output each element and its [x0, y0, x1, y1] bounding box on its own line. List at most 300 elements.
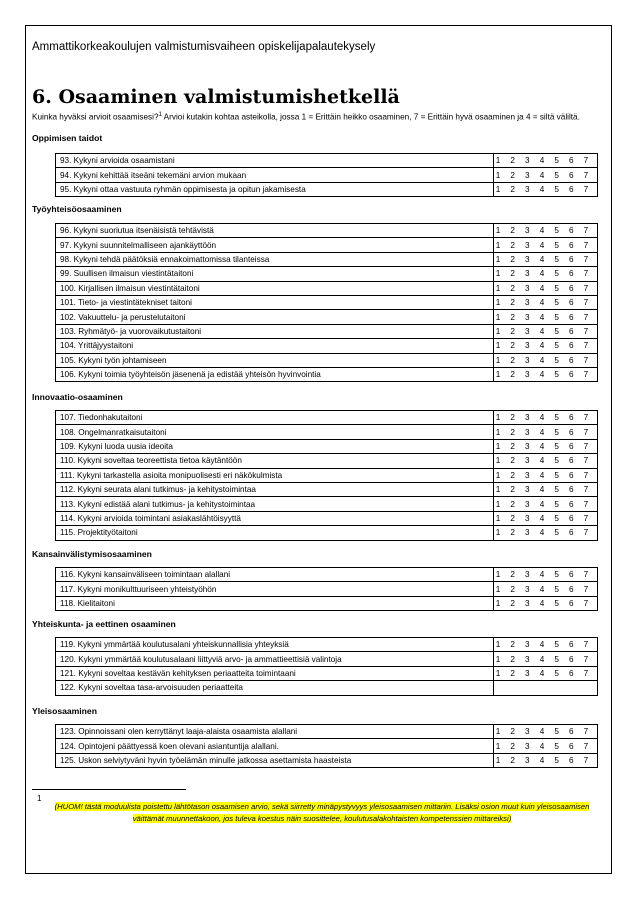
rating-option[interactable]: 1 — [495, 283, 501, 293]
rating-option[interactable]: 3 — [525, 326, 530, 336]
rating-option[interactable]: 4 — [539, 184, 545, 194]
rating-option[interactable]: 5 — [554, 355, 559, 365]
rating-option[interactable]: 2 — [510, 240, 515, 250]
rating-option[interactable]: 7 — [583, 413, 589, 423]
rating-option[interactable]: 7 — [583, 528, 589, 538]
question-label: 125. Uskon selviytyväni hyvin työelämän minulle jatkossa asettamista haasteista — [56, 753, 494, 767]
rating-option[interactable]: 3 — [525, 755, 530, 765]
rating-option[interactable]: 2 — [510, 226, 515, 236]
rating-scale-cell — [494, 666, 598, 680]
table-row — [56, 652, 598, 666]
rating-option[interactable]: 3 — [525, 456, 530, 466]
intro-text — [32, 112, 580, 122]
rating-option[interactable]: 7 — [583, 755, 589, 765]
rating-option[interactable]: 4 — [539, 170, 545, 180]
table-row — [56, 725, 598, 739]
rating-option[interactable]: 6 — [569, 427, 574, 437]
question-label: 121. Kykyni soveltaa kestävän kehityksen periaatteita toimintaani — [56, 666, 494, 680]
rating-option[interactable]: 1 — [495, 254, 501, 264]
question-label: 119. Kykyni ymmärtää koulutusalani yhteiskunnallisia yhteyksiä — [56, 638, 494, 652]
rating-option[interactable]: 2 — [510, 598, 515, 608]
rating-option[interactable]: 6 — [569, 470, 574, 480]
rating-option[interactable]: 1 — [495, 298, 501, 308]
rating-option[interactable]: 2 — [510, 370, 515, 380]
rating-option[interactable]: 4 — [539, 741, 545, 751]
rating-option[interactable]: 1 — [495, 741, 501, 751]
rating-option[interactable]: 4 — [539, 727, 545, 737]
table-row — [56, 353, 598, 367]
rating-option[interactable]: 2 — [510, 355, 515, 365]
rating-option[interactable]: 4 — [539, 513, 545, 523]
rating-option[interactable]: 5 — [554, 283, 559, 293]
rating-scale — [494, 284, 590, 293]
table-row — [56, 468, 598, 482]
rating-option[interactable]: 6 — [569, 170, 574, 180]
rating-option[interactable]: 7 — [583, 269, 589, 279]
rating-scale — [494, 599, 590, 608]
rating-option[interactable]: 1 — [495, 513, 501, 523]
rating-option[interactable]: 2 — [510, 312, 515, 322]
rating-option[interactable]: 5 — [554, 668, 559, 678]
rating-option[interactable]: 5 — [554, 470, 559, 480]
rating-option[interactable]: 3 — [525, 283, 530, 293]
rating-option[interactable]: 6 — [569, 326, 574, 336]
rating-table — [55, 410, 598, 541]
rating-option[interactable]: 6 — [569, 456, 574, 466]
rating-option[interactable]: 3 — [525, 741, 530, 751]
rating-option[interactable]: 2 — [510, 470, 515, 480]
rating-option[interactable]: 7 — [583, 312, 589, 322]
table-row — [56, 497, 598, 511]
rating-option[interactable]: 5 — [554, 598, 559, 608]
rating-option[interactable]: 7 — [583, 598, 589, 608]
section-heading: Innovaatio-osaaminen — [32, 392, 123, 402]
rating-option[interactable]: 3 — [525, 226, 530, 236]
rating-option[interactable]: 2 — [510, 283, 515, 293]
rating-option[interactable]: 7 — [583, 254, 589, 264]
rating-option[interactable]: 3 — [525, 254, 530, 264]
rating-option[interactable]: 1 — [495, 668, 501, 678]
rating-option[interactable]: 2 — [510, 254, 515, 264]
rating-option[interactable]: 6 — [569, 269, 574, 279]
rating-option[interactable]: 3 — [525, 269, 530, 279]
rating-scale-cell — [494, 511, 598, 525]
rating-option[interactable]: 7 — [583, 170, 589, 180]
rating-option[interactable]: 1 — [495, 413, 501, 423]
rating-option[interactable]: 1 — [495, 528, 501, 538]
rating-option[interactable]: 2 — [510, 441, 515, 451]
rating-option[interactable]: 2 — [510, 528, 515, 538]
rating-option[interactable]: 2 — [510, 513, 515, 523]
rating-scale-cell — [494, 295, 598, 309]
rating-option[interactable]: 1 — [495, 570, 501, 580]
rating-option[interactable]: 5 — [554, 485, 559, 495]
rating-option[interactable]: 5 — [554, 755, 559, 765]
rating-option[interactable]: 5 — [554, 413, 559, 423]
rating-scale — [494, 456, 590, 465]
rating-scale — [494, 370, 590, 379]
rating-option[interactable]: 7 — [583, 513, 589, 523]
rating-scale — [494, 514, 590, 523]
rating-option[interactable]: 6 — [569, 184, 574, 194]
rating-option[interactable]: 2 — [510, 727, 515, 737]
rating-option[interactable]: 2 — [510, 269, 515, 279]
rating-option[interactable]: 5 — [554, 170, 559, 180]
rating-option[interactable]: 1 — [495, 156, 501, 166]
rating-option[interactable]: 1 — [495, 370, 501, 380]
rating-option[interactable]: 1 — [495, 755, 501, 765]
rating-option[interactable]: 3 — [525, 413, 530, 423]
rating-option[interactable]: 3 — [525, 485, 530, 495]
rating-table — [55, 223, 598, 382]
rating-option[interactable]: 3 — [525, 370, 530, 380]
rating-scale — [494, 241, 590, 250]
rating-option[interactable]: 2 — [510, 427, 515, 437]
table-row — [56, 281, 598, 295]
table-row — [56, 739, 598, 753]
rating-option[interactable]: 1 — [495, 456, 501, 466]
rating-option[interactable]: 5 — [554, 654, 559, 664]
rating-option[interactable]: 6 — [569, 499, 574, 509]
rating-option[interactable]: 6 — [569, 528, 574, 538]
rating-scale — [494, 226, 590, 235]
rating-option[interactable]: 6 — [569, 654, 574, 664]
rating-option[interactable]: 4 — [539, 427, 545, 437]
rating-option[interactable]: 4 — [539, 598, 545, 608]
rating-option[interactable]: 1 — [495, 654, 501, 664]
rating-option[interactable]: 4 — [539, 584, 545, 594]
rating-option[interactable]: 3 — [525, 598, 530, 608]
rating-option[interactable]: 4 — [539, 298, 545, 308]
rating-option[interactable]: 4 — [539, 312, 545, 322]
rating-option[interactable]: 7 — [583, 741, 589, 751]
rating-option[interactable]: 3 — [525, 513, 530, 523]
rating-option[interactable]: 5 — [554, 528, 559, 538]
rating-option[interactable]: 6 — [569, 570, 574, 580]
rating-option[interactable]: 7 — [583, 485, 589, 495]
footnote-reference: 1 — [158, 112, 162, 118]
rating-option[interactable]: 2 — [510, 184, 515, 194]
table-row — [56, 411, 598, 425]
rating-option[interactable]: 1 — [495, 226, 501, 236]
rating-option[interactable]: 5 — [554, 570, 559, 580]
rating-option[interactable]: 2 — [510, 456, 515, 466]
rating-scale-cell — [494, 154, 598, 168]
rating-option[interactable]: 7 — [583, 355, 589, 365]
rating-option[interactable]: 5 — [554, 513, 559, 523]
rating-scale-cell — [494, 454, 598, 468]
rating-option[interactable]: 2 — [510, 485, 515, 495]
rating-option[interactable]: 4 — [539, 326, 545, 336]
rating-option[interactable]: 1 — [495, 584, 501, 594]
rating-option[interactable]: 2 — [510, 654, 515, 664]
rating-option[interactable]: 7 — [583, 470, 589, 480]
rating-option[interactable]: 6 — [569, 485, 574, 495]
rating-option[interactable]: 4 — [539, 485, 545, 495]
rating-option[interactable]: 4 — [539, 441, 545, 451]
rating-option[interactable]: 4 — [539, 755, 545, 765]
rating-option[interactable]: 5 — [554, 341, 559, 351]
rating-option[interactable]: 6 — [569, 741, 574, 751]
rating-option[interactable]: 5 — [554, 427, 559, 437]
rating-option[interactable]: 7 — [583, 427, 589, 437]
rating-option[interactable]: 1 — [495, 341, 501, 351]
rating-option[interactable]: 6 — [569, 413, 574, 423]
rating-scale-cell — [494, 353, 598, 367]
question-label: 104. Yrittäjyystaitoni — [56, 339, 494, 353]
rating-option[interactable]: 4 — [539, 283, 545, 293]
rating-option[interactable]: 5 — [554, 499, 559, 509]
table-row — [56, 295, 598, 309]
rating-scale-cell — [494, 411, 598, 425]
rating-option[interactable]: 1 — [495, 240, 501, 250]
rating-option[interactable]: 1 — [495, 170, 501, 180]
rating-option[interactable]: 7 — [583, 668, 589, 678]
rating-option[interactable]: 1 — [495, 640, 501, 650]
rating-option[interactable]: 7 — [583, 570, 589, 580]
rating-option[interactable]: 6 — [569, 441, 574, 451]
rating-option[interactable]: 1 — [495, 727, 501, 737]
rating-scale — [494, 298, 590, 307]
rating-option[interactable]: 6 — [569, 584, 574, 594]
rating-scale — [494, 485, 590, 494]
rating-scale — [494, 528, 590, 537]
rating-option[interactable]: 7 — [583, 654, 589, 664]
rating-scale — [494, 727, 590, 736]
table-row — [56, 482, 598, 496]
rating-option[interactable]: 3 — [525, 570, 530, 580]
table-row — [56, 339, 598, 353]
rating-option[interactable]: 7 — [583, 640, 589, 650]
rating-option[interactable]: 6 — [569, 226, 574, 236]
rating-option[interactable]: 7 — [583, 298, 589, 308]
rating-option[interactable]: 5 — [554, 727, 559, 737]
rating-option[interactable]: 6 — [569, 341, 574, 351]
rating-option[interactable]: 2 — [510, 668, 515, 678]
rating-option[interactable]: 2 — [510, 170, 515, 180]
rating-option[interactable]: 7 — [583, 441, 589, 451]
rating-option[interactable]: 6 — [569, 312, 574, 322]
rating-scale — [494, 413, 590, 422]
rating-option[interactable]: 3 — [525, 441, 530, 451]
rating-option[interactable]: 6 — [569, 240, 574, 250]
rating-option[interactable]: 4 — [539, 640, 545, 650]
rating-option[interactable]: 6 — [569, 598, 574, 608]
rating-scale-cell — [494, 681, 598, 695]
rating-option[interactable]: 5 — [554, 456, 559, 466]
question-label: 109. Kykyni luoda uusia ideoita — [56, 439, 494, 453]
rating-option[interactable]: 4 — [539, 240, 545, 250]
question-label: 95. Kykyni ottaa vastuuta ryhmän oppimisesta ja opitun jakamisesta — [56, 182, 494, 196]
table-row — [56, 596, 598, 610]
rating-option[interactable]: 1 — [495, 499, 501, 509]
rating-option[interactable]: 7 — [583, 226, 589, 236]
rating-option[interactable]: 5 — [554, 326, 559, 336]
rating-option[interactable]: 5 — [554, 240, 559, 250]
rating-scale — [494, 500, 590, 509]
rating-option[interactable]: 6 — [569, 254, 574, 264]
rating-option[interactable]: 2 — [510, 755, 515, 765]
rating-option[interactable]: 4 — [539, 341, 545, 351]
rating-option[interactable]: 1 — [495, 598, 501, 608]
rating-option[interactable]: 4 — [539, 156, 545, 166]
question-label: 99. Suullisen ilmaisun viestintätaitoni — [56, 267, 494, 281]
rating-option[interactable]: 7 — [583, 499, 589, 509]
rating-scale — [494, 669, 590, 678]
question-label: 94. Kykyni kehittää itseäni tekemäni arvion mukaan — [56, 168, 494, 182]
rating-option[interactable]: 2 — [510, 741, 515, 751]
rating-option[interactable]: 5 — [554, 226, 559, 236]
rating-option[interactable]: 3 — [525, 240, 530, 250]
rating-option[interactable]: 7 — [583, 240, 589, 250]
rating-option[interactable]: 2 — [510, 570, 515, 580]
rating-option[interactable]: 3 — [525, 668, 530, 678]
rating-option[interactable]: 7 — [583, 584, 589, 594]
section-heading: Kansainvälistymisosaaminen — [32, 549, 152, 559]
rating-option[interactable]: 5 — [554, 269, 559, 279]
rating-option[interactable]: 6 — [569, 513, 574, 523]
rating-option[interactable]: 1 — [495, 427, 501, 437]
rating-option[interactable]: 4 — [539, 413, 545, 423]
rating-option[interactable]: 4 — [539, 528, 545, 538]
rating-option[interactable]: 7 — [583, 283, 589, 293]
rating-option[interactable]: 3 — [525, 298, 530, 308]
question-label: 100. Kirjallisen ilmaisun viestintätaitoni — [56, 281, 494, 295]
rating-option[interactable]: 5 — [554, 298, 559, 308]
rating-option[interactable]: 1 — [495, 441, 501, 451]
rating-option[interactable]: 1 — [495, 485, 501, 495]
rating-option[interactable]: 4 — [539, 254, 545, 264]
rating-option[interactable]: 2 — [510, 298, 515, 308]
rating-option[interactable]: 4 — [539, 654, 545, 664]
rating-option[interactable]: 7 — [583, 456, 589, 466]
rating-option[interactable]: 5 — [554, 156, 559, 166]
rating-scale-cell — [494, 739, 598, 753]
rating-option[interactable]: 3 — [525, 499, 530, 509]
rating-scale — [494, 742, 590, 751]
rating-option[interactable]: 2 — [510, 326, 515, 336]
rating-option[interactable]: 4 — [539, 456, 545, 466]
rating-option[interactable]: 4 — [539, 668, 545, 678]
rating-option[interactable]: 2 — [510, 413, 515, 423]
footnote-line-1: (HUOM! tästä moduulista poistettu lähtötason osaamisen arvio, sekä siirretty minäpystyvyys yleisosaamisen mittariin. Lisäksi osion muut kuin yleisosaamisen — [54, 802, 590, 811]
rating-option[interactable]: 7 — [583, 727, 589, 737]
rating-option[interactable]: 3 — [525, 427, 530, 437]
rating-option[interactable]: 3 — [525, 341, 530, 351]
rating-option[interactable]: 3 — [525, 640, 530, 650]
rating-option[interactable]: 7 — [583, 184, 589, 194]
rating-option[interactable]: 5 — [554, 312, 559, 322]
rating-scale — [494, 185, 590, 194]
rating-option[interactable]: 1 — [495, 355, 501, 365]
rating-option[interactable]: 5 — [554, 640, 559, 650]
rating-option[interactable]: 4 — [539, 499, 545, 509]
rating-option[interactable]: 3 — [525, 727, 530, 737]
rating-option[interactable]: 5 — [554, 184, 559, 194]
rating-option[interactable]: 4 — [539, 470, 545, 480]
rating-option[interactable]: 4 — [539, 370, 545, 380]
rating-option[interactable]: 6 — [569, 370, 574, 380]
rating-option[interactable]: 4 — [539, 226, 545, 236]
rating-option[interactable]: 3 — [525, 528, 530, 538]
rating-option[interactable]: 4 — [539, 355, 545, 365]
rating-option[interactable]: 6 — [569, 355, 574, 365]
table-row — [56, 324, 598, 338]
rating-option[interactable]: 2 — [510, 156, 515, 166]
rating-scale — [494, 313, 590, 322]
rating-scale — [494, 442, 590, 451]
rating-scale — [494, 655, 590, 664]
rating-scale — [494, 255, 590, 264]
rating-option[interactable]: 1 — [495, 312, 501, 322]
rating-scale-cell — [494, 252, 598, 266]
rating-option[interactable]: 4 — [539, 570, 545, 580]
rating-option[interactable]: 7 — [583, 156, 589, 166]
question-label: 111. Kykyni tarkastella asioita monipuolisesti eri näkökulmista — [56, 468, 494, 482]
rating-option[interactable]: 3 — [525, 156, 530, 166]
table-row — [56, 182, 598, 196]
rating-scale — [494, 471, 590, 480]
rating-scale-cell — [494, 468, 598, 482]
rating-option[interactable]: 5 — [554, 441, 559, 451]
table-row — [56, 168, 598, 182]
rating-option[interactable]: 2 — [510, 584, 515, 594]
rating-option[interactable]: 7 — [583, 370, 589, 380]
rating-option[interactable]: 4 — [539, 269, 545, 279]
rating-option[interactable]: 1 — [495, 269, 501, 279]
rating-option[interactable]: 3 — [525, 170, 530, 180]
rating-option[interactable]: 3 — [525, 355, 530, 365]
question-label: 103. Ryhmätyö- ja vuorovaikutustaitoni — [56, 324, 494, 338]
rating-option[interactable]: 3 — [525, 312, 530, 322]
rating-option[interactable]: 1 — [495, 184, 501, 194]
rating-option[interactable]: 7 — [583, 326, 589, 336]
rating-option[interactable]: 3 — [525, 654, 530, 664]
question-label: 114. Kykyni arvioida toimintani asiakaslähtöisyyttä — [56, 511, 494, 525]
rating-scale — [494, 327, 590, 336]
rating-option[interactable]: 1 — [495, 470, 501, 480]
table-row — [56, 425, 598, 439]
rating-option[interactable]: 6 — [569, 668, 574, 678]
rating-option[interactable]: 5 — [554, 741, 559, 751]
rating-option[interactable]: 6 — [569, 283, 574, 293]
rating-option[interactable]: 3 — [525, 584, 530, 594]
rating-option[interactable]: 5 — [554, 370, 559, 380]
rating-option[interactable]: 6 — [569, 755, 574, 765]
table-row — [56, 238, 598, 252]
rating-option[interactable]: 3 — [525, 184, 530, 194]
rating-option[interactable]: 2 — [510, 499, 515, 509]
rating-option[interactable]: 6 — [569, 298, 574, 308]
rating-option[interactable]: 2 — [510, 640, 515, 650]
rating-option[interactable]: 5 — [554, 584, 559, 594]
rating-option[interactable]: 2 — [510, 341, 515, 351]
table-row — [56, 367, 598, 381]
rating-option[interactable]: 6 — [569, 727, 574, 737]
question-label: 98. Kykyni tehdä päätöksiä ennakoimattomissa tilanteissa — [56, 252, 494, 266]
document-header: Ammattikorkeakoulujen valmistumisvaiheen opiskelijapalautekysely — [32, 41, 376, 53]
rating-option[interactable]: 1 — [495, 326, 501, 336]
rating-option[interactable]: 5 — [554, 254, 559, 264]
rating-option[interactable]: 6 — [569, 156, 574, 166]
rating-option[interactable]: 3 — [525, 470, 530, 480]
question-label: 113. Kykyni edistää alani tutkimus- ja kehitystoimintaa — [56, 497, 494, 511]
rating-scale — [494, 756, 590, 765]
rating-option[interactable]: 6 — [569, 640, 574, 650]
section-heading: Työyhteisöosaaminen — [32, 204, 122, 214]
question-label: 101. Tieto- ja viestintätekniset taitoni — [56, 295, 494, 309]
rating-option[interactable]: 7 — [583, 341, 589, 351]
